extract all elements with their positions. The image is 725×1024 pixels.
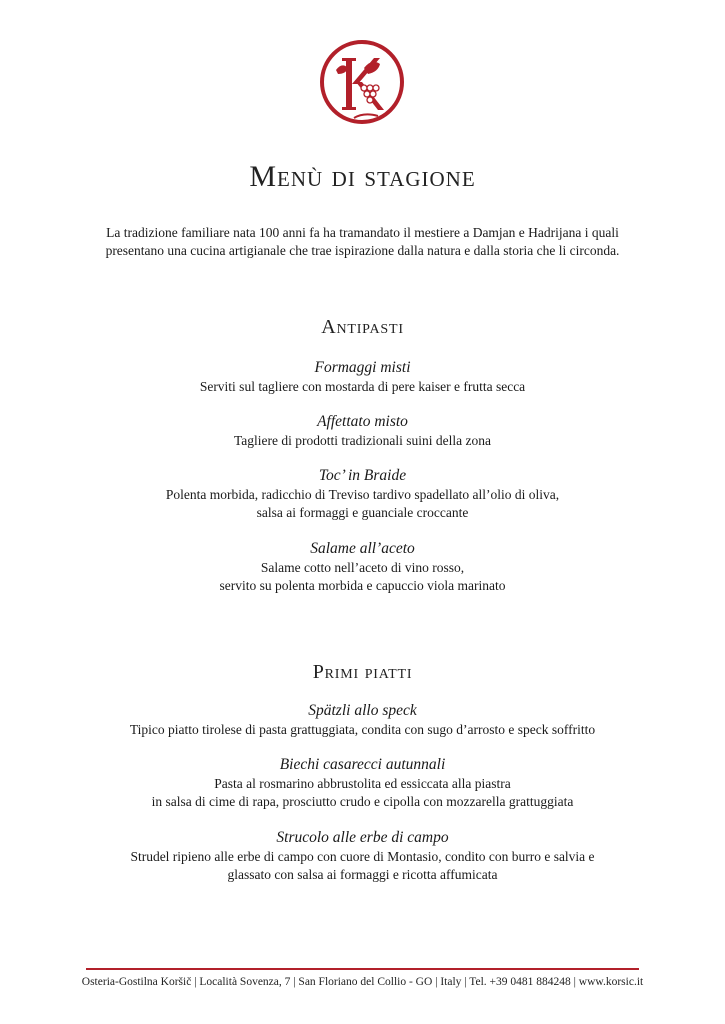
dish-description: Serviti sul tagliere con mostarda di pere kaiser e frutta secca <box>199 379 526 394</box>
dish-name: Toc’ in Braide <box>318 467 407 484</box>
dish-name: Biechi casarecci autunnali <box>279 756 446 773</box>
dish-item <box>0 539 725 595</box>
intro-paragraph <box>60 224 665 260</box>
dish-item <box>0 701 725 739</box>
dish-description: glassato con salsa ai formaggi e ricotta affumicata <box>227 867 498 882</box>
section-title-primi-piatti: Primi piatti <box>312 661 413 683</box>
dish-item <box>0 828 725 884</box>
dish-name: Spätzli allo speck <box>308 702 417 719</box>
dish-description: Strudel ripieno alle erbe di campo con cuore di Montasio, condito con burro e salvia e <box>130 849 595 864</box>
dish-description: Pasta al rosmarino abbrustolita ed essiccata alla piastra <box>214 776 511 791</box>
section-title-antipasti: Antipasti <box>321 316 404 338</box>
intro-line: La tradizione familiare nata 100 anni fa ha tramandato il mestiere a Damjan e Hadrijana i quali <box>106 225 619 240</box>
dish-description: Tipico piatto tirolese di pasta grattuggiata, condita con sugo d’arrosto e speck soffritto <box>129 722 596 737</box>
dish-description: Salame cotto nell’aceto di vino rosso, <box>260 560 465 575</box>
dish-description: Tagliere di prodotti tradizionali suini della zona <box>234 433 491 448</box>
footer-contact: Osteria-Gostilna Koršič | Località Sovenza, 7 | San Floriano del Collio - GO | Italy | Tel. +39 0481 884248 | www.korsic.it <box>81 976 644 988</box>
dish-name: Formaggi misti <box>314 359 411 376</box>
dish-item <box>0 412 725 450</box>
korsic-grape-logo-icon <box>318 38 406 136</box>
dish-description: Polenta morbida, radicchio di Treviso tardivo spadellato all’olio di oliva, <box>165 487 560 502</box>
page-title: Menù di stagione <box>249 160 476 193</box>
dish-name: Strucolo alle erbe di campo <box>276 829 449 846</box>
dish-description: in salsa di cime di rapa, prosciutto crudo e cipolla con mozzarella grattuggiata <box>151 794 574 809</box>
dish-description: salsa ai formaggi e guanciale croccante <box>256 505 469 520</box>
dish-item <box>0 358 725 396</box>
intro-line: presentano una cucina artigianale che trae ispirazione dalla natura e dalla storia che li circonda. <box>105 243 620 258</box>
dish-item <box>0 755 725 811</box>
footer-divider <box>86 968 639 970</box>
dish-item <box>0 466 725 522</box>
dish-name: Salame all’aceto <box>310 540 415 557</box>
dish-description: servito su polenta morbida e capuccio viola marinato <box>219 578 506 593</box>
dish-name: Affettato misto <box>317 413 408 430</box>
